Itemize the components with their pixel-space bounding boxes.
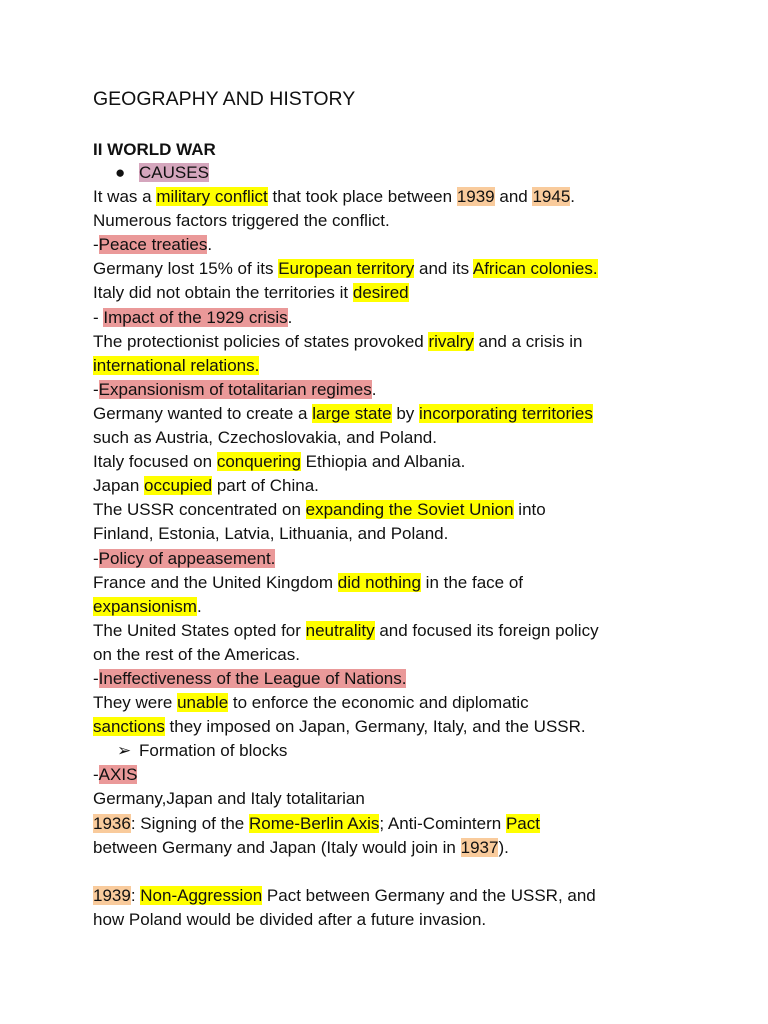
highlighted-heading: Impact of the 1929 crisis	[103, 307, 288, 327]
bullet-icon: ●	[115, 163, 126, 182]
text-run: The protectionist policies of states provoked	[93, 331, 429, 351]
text-line	[93, 619, 753, 643]
text-run: They were	[93, 693, 178, 713]
text-run: in the face of	[420, 572, 524, 592]
highlighted-text: international relations.	[93, 355, 260, 375]
highlighted-text: European territory	[278, 259, 415, 279]
highlighted-text: incorporating territories	[419, 403, 593, 423]
text-run: and	[494, 187, 533, 207]
text-run: part of China.	[212, 476, 319, 496]
highlighted-text: unable	[177, 693, 229, 713]
text-line	[93, 233, 753, 257]
text-run: -	[93, 379, 99, 399]
highlighted-text: conquering	[216, 452, 301, 472]
text-run: : Signing of the	[130, 813, 249, 833]
text-run: .	[570, 187, 576, 207]
highlighted-text: African colonies.	[472, 259, 598, 279]
text-run: between Germany and Japan (Italy would join in	[93, 837, 461, 857]
text-line	[93, 571, 753, 595]
text-line	[93, 185, 753, 209]
text-run: -	[93, 235, 99, 255]
text-line	[93, 547, 753, 571]
text-line	[93, 908, 753, 932]
bullet-list-item	[93, 161, 753, 185]
highlighted-text: did nothing	[337, 572, 421, 592]
text-run: .	[371, 379, 377, 399]
text-run: Numerous factors triggered the conflict.	[93, 211, 390, 231]
highlighted-text: Rome-Berlin Axis	[248, 813, 380, 833]
highlighted-heading: Ineffectiveness of the League of Nations.	[98, 668, 407, 688]
highlighted-date: 1939	[456, 187, 495, 207]
text-run: -	[93, 765, 99, 785]
highlighted-heading: Policy of appeasement.	[98, 548, 276, 568]
highlighted-date: 1937	[460, 837, 499, 857]
section-heading: II WORLD WAR	[93, 140, 216, 159]
text-run: The United States opted for	[93, 620, 306, 640]
text-run: -	[93, 307, 104, 327]
text-line	[93, 426, 753, 450]
text-run: Italy did not obtain the territories it	[93, 283, 353, 303]
text-run: Pact between Germany and the USSR, and	[262, 885, 596, 905]
document-body	[93, 161, 753, 932]
text-line	[93, 498, 753, 522]
highlighted-text: expansionism	[93, 596, 197, 616]
text-line	[93, 306, 753, 330]
arrow-bullet-icon: ➢	[117, 741, 132, 761]
text-run: and a crisis in	[473, 331, 583, 351]
text-run: -	[93, 668, 99, 688]
highlighted-text: occupied	[144, 476, 213, 496]
text-run: and its	[414, 259, 473, 279]
text-line	[93, 281, 753, 305]
highlighted-heading: AXIS	[98, 765, 138, 785]
highlighted-text: neutrality	[305, 620, 375, 640]
blank-line	[93, 860, 753, 884]
text-run: Germany lost 15% of its	[93, 259, 279, 279]
text-run: -	[93, 548, 99, 568]
text-run: It was a	[93, 187, 157, 207]
text-line	[93, 595, 753, 619]
text-run: France and the United Kingdom	[93, 572, 338, 592]
text-run: Ethiopia and Albania.	[300, 452, 466, 472]
text-run: Germany wanted to create a	[93, 403, 313, 423]
text-line	[93, 667, 753, 691]
text-run: Formation of blocks	[139, 741, 288, 761]
highlighted-text: military conflict	[156, 187, 268, 207]
text-line	[93, 691, 753, 715]
text-line	[93, 378, 753, 402]
text-line	[93, 715, 753, 739]
text-run: :	[130, 885, 141, 905]
text-line	[93, 836, 753, 860]
text-run: to enforce the economic and diplomatic	[228, 693, 529, 713]
highlighted-text: expanding the Soviet Union	[305, 500, 514, 520]
document-title: GEOGRAPHY AND HISTORY	[93, 88, 356, 110]
text-line	[93, 450, 753, 474]
text-run: they imposed on Japan, Germany, Italy, and the USSR.	[164, 717, 586, 737]
text-run: into	[513, 500, 546, 520]
text-line	[93, 763, 753, 787]
text-run: Germany,Japan and Italy totalitarian	[93, 789, 365, 809]
text-run: Finland, Estonia, Latvia, Lithuania, and Poland.	[93, 524, 449, 544]
highlighted-text: rivalry	[428, 331, 474, 351]
text-run: ; Anti-Comintern	[379, 813, 506, 833]
highlighted-date: 1939	[93, 885, 131, 905]
text-run: how Poland would be divided after a future invasion.	[93, 909, 487, 929]
text-line	[93, 402, 753, 426]
text-line	[93, 354, 753, 378]
highlighted-text: desired	[352, 283, 409, 303]
text-line	[93, 209, 753, 233]
text-run: .	[207, 235, 213, 255]
text-line	[93, 330, 753, 354]
highlighted-heading: Expansionism of totalitarian regimes	[98, 379, 372, 399]
text-run: by	[391, 403, 420, 423]
text-line	[93, 884, 753, 908]
highlighted-label: CAUSES	[139, 163, 209, 182]
highlighted-heading: Peace treaties	[98, 235, 208, 255]
text-line	[93, 474, 753, 498]
highlighted-date: 1945	[532, 187, 571, 207]
highlighted-text: sanctions	[93, 717, 165, 737]
text-line	[93, 257, 753, 281]
text-line	[93, 787, 753, 811]
text-run: The USSR concentrated on	[93, 500, 306, 520]
highlighted-text: Pact	[505, 813, 540, 833]
text-run: ).	[498, 837, 509, 857]
arrow-list-item	[93, 739, 753, 763]
text-run: Italy focused on	[93, 452, 217, 472]
text-run: Japan	[93, 476, 145, 496]
highlighted-text: large state	[312, 403, 392, 423]
text-line	[93, 812, 753, 836]
text-run: on the rest of the Americas.	[93, 644, 300, 664]
highlighted-date: 1936	[93, 813, 131, 833]
text-line	[93, 522, 753, 546]
text-run: .	[196, 596, 202, 616]
text-run: that took place between	[267, 187, 457, 207]
text-run: and focused its foreign policy	[374, 620, 599, 640]
highlighted-text: Non-Aggression	[140, 885, 263, 905]
text-run: such as Austria, Czechoslovakia, and Poland.	[93, 428, 437, 448]
text-run: .	[287, 307, 293, 327]
text-line	[93, 643, 753, 667]
